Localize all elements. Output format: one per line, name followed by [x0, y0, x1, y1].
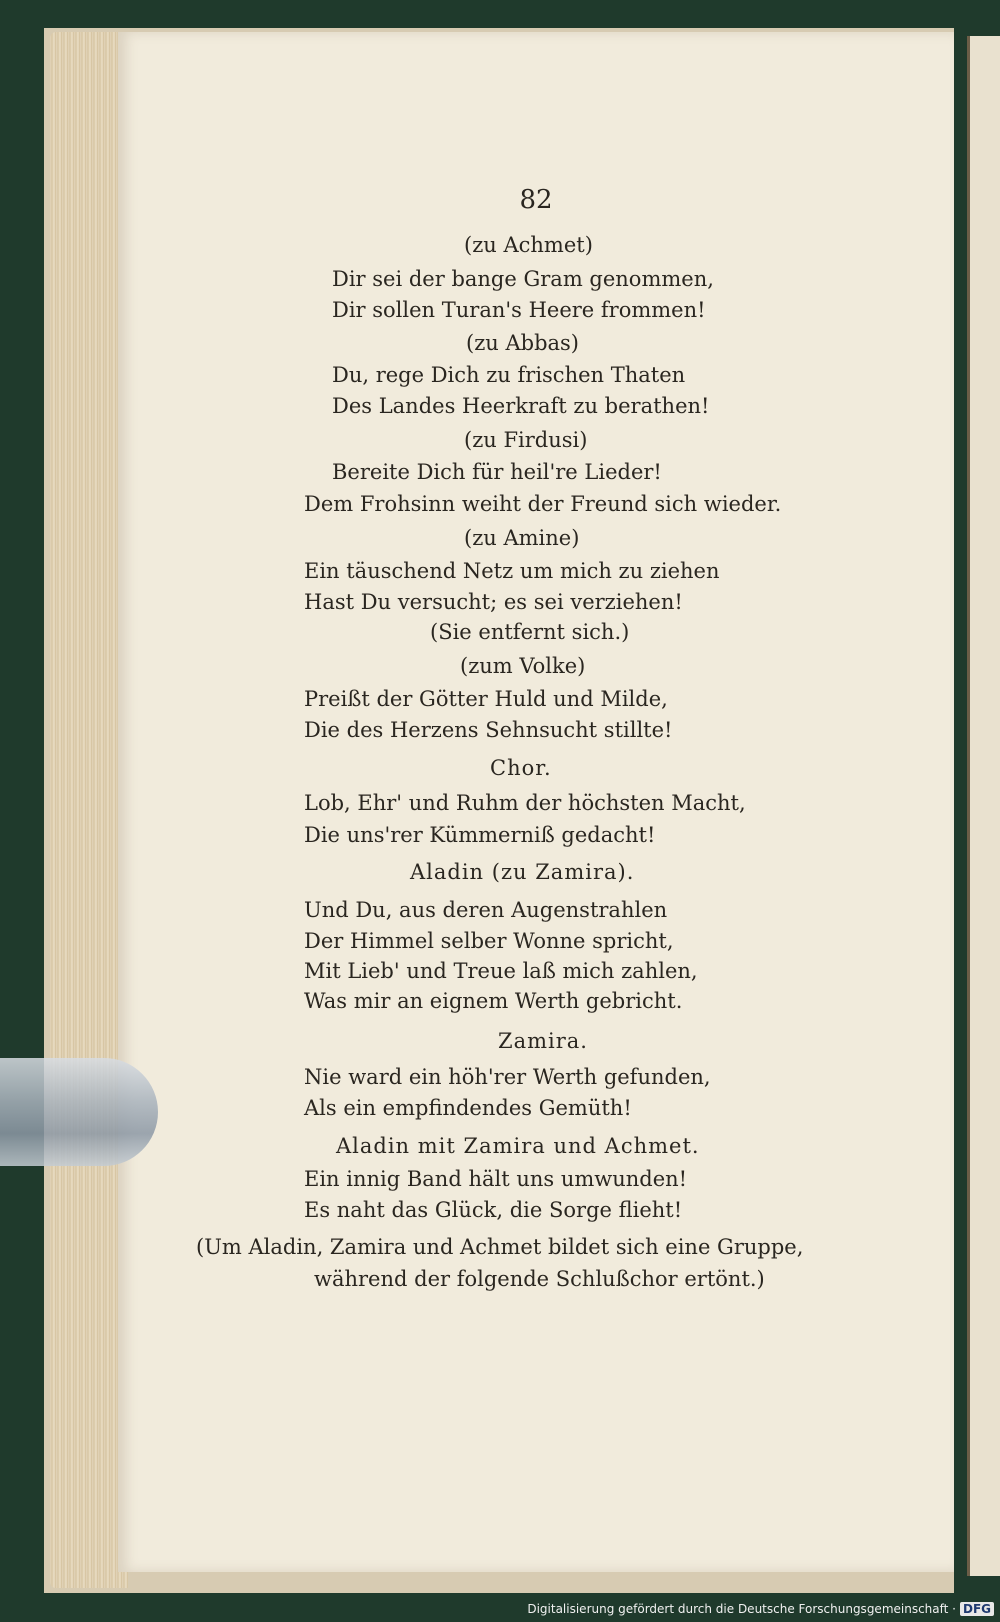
digitization-footer — [527, 1599, 994, 1619]
stage-direction: (Um Aladin, Zamira und Achmet bildet sich eine Gruppe, — [196, 1235, 804, 1259]
page-stack-edges — [50, 32, 128, 1588]
stage-direction: (zu Firdusi) — [464, 428, 588, 452]
verse-line: Der Himmel selber Wonne spricht, — [304, 929, 674, 953]
verse-line: Preißt der Götter Huld und Milde, — [304, 687, 668, 711]
verse-line: Als ein empfindendes Gemüth! — [304, 1096, 632, 1120]
stage-direction: (zu Abbas) — [466, 331, 579, 355]
verse-line: Dir sollen Turan's Heere frommen! — [332, 298, 706, 322]
verse-line: Dem Frohsinn weiht der Freund sich wieder. — [304, 492, 782, 516]
verse-line: Mit Lieb' und Treue laß mich zahlen, — [304, 959, 698, 983]
verse-line: Lob, Ehr' und Ruhm der höchsten Macht, — [304, 791, 746, 815]
stage-direction: (zu Amine) — [464, 526, 580, 550]
stage-direction: (Sie entfernt sich.) — [430, 620, 630, 644]
dfg-logo: DFG — [960, 1602, 994, 1616]
verse-line: Es naht das Glück, die Sorge flieht! — [304, 1198, 683, 1222]
verse-line: Die uns'rer Kümmerniß gedacht! — [304, 823, 656, 847]
verse-line: Was mir an eignem Werth gebricht. — [304, 989, 683, 1013]
verse-line: Die des Herzens Sehnsucht stillte! — [304, 718, 673, 742]
speaker-heading: Zamira. — [498, 1029, 588, 1053]
stage-direction: während der folgende Schlußchor ertönt.) — [314, 1267, 765, 1291]
verse-line: Des Landes Heerkraft zu berathen! — [332, 394, 710, 418]
verse-line: Und Du, aus deren Augenstrahlen — [304, 898, 668, 922]
speaker-heading: Aladin (zu Zamira). — [410, 860, 635, 884]
scanner-thumb-clip — [0, 1058, 158, 1166]
verse-line: Ein innig Band hält uns umwunden! — [304, 1167, 688, 1191]
speaker-heading: Aladin mit Zamira und Achmet. — [336, 1134, 700, 1158]
verse-line: Bereite Dich für heil're Lieder! — [332, 460, 662, 484]
page-number: 82 — [519, 185, 553, 215]
footer-text: Digitalisierung gefördert durch die Deutsche Forschungsgemeinschaft · — [527, 1602, 956, 1616]
speaker-heading: Chor. — [490, 756, 552, 780]
stage-direction: (zum Volke) — [460, 654, 586, 678]
verse-line: Hast Du versucht; es sei verziehen! — [304, 590, 683, 614]
verse-line: Nie ward ein höh'rer Werth gefunden, — [304, 1065, 711, 1089]
verse-line: Ein täuschend Netz um mich zu ziehen — [304, 559, 720, 583]
facing-page-edge — [967, 36, 1000, 1576]
verse-line: Dir sei der bange Gram genommen, — [332, 267, 714, 291]
stage-direction: (zu Achmet) — [464, 233, 593, 257]
verse-line: Du, rege Dich zu frischen Thaten — [332, 363, 686, 387]
